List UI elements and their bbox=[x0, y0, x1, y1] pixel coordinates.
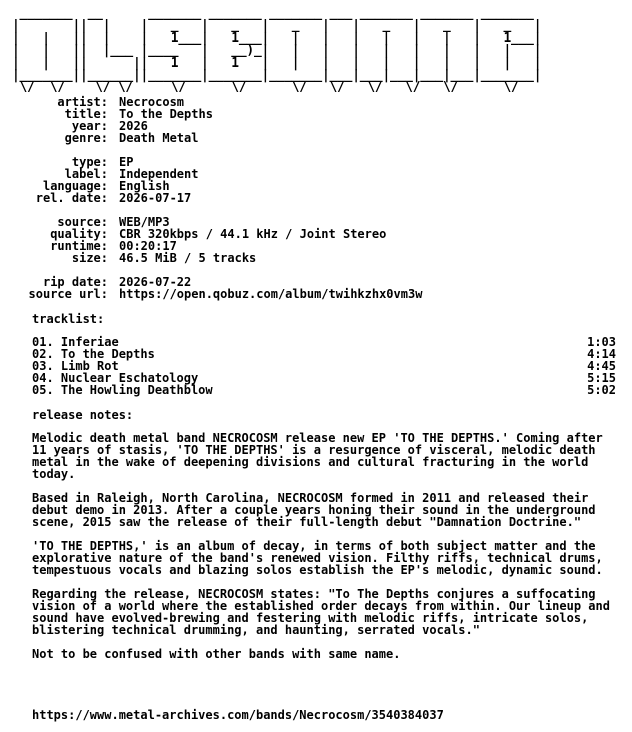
meta-key: source: bbox=[57, 215, 108, 229]
meta-value: 2026 bbox=[119, 119, 148, 133]
meta-key: language: bbox=[42, 179, 108, 193]
track-name: 02. To the Depths bbox=[32, 347, 155, 361]
meta-key: title: bbox=[64, 107, 108, 121]
meta-value: Necrocosm bbox=[119, 95, 185, 109]
tracklist-heading: tracklist: bbox=[32, 312, 105, 326]
meta-value: Independent bbox=[119, 167, 199, 181]
track-name: 04. Nuclear Eschatology bbox=[32, 371, 199, 385]
meta-key: label: bbox=[64, 167, 108, 181]
meta-key: size: bbox=[71, 251, 108, 265]
meta-key: source url: bbox=[28, 287, 108, 301]
meta-value: CBR 320kbps / 44.1 kHz / Joint Stereo bbox=[119, 227, 387, 241]
tracklist bbox=[32, 336, 616, 396]
track-name: 01. Inferiae bbox=[32, 335, 119, 349]
meta-value: EP bbox=[119, 155, 134, 169]
meta-key: type: bbox=[71, 155, 108, 169]
track-time: 4:45 bbox=[587, 359, 616, 373]
notes-paragraph: Regarding the release, NECROCOSM states: "To The Depths conjures a suffocating vision of a world where the established order decays from within. Our lineup and sound have evolved-brewing and festering with melodic riffs, intricate solos, blistering technical drumming, and haunting, serrated vocals." bbox=[32, 587, 610, 637]
track-name: 03. Limb Rot bbox=[32, 359, 119, 373]
meta-value: 46.5 MiB / 5 tracks bbox=[119, 251, 257, 265]
meta-size bbox=[16, 252, 422, 264]
track-name: 05. The Howling Deathblow bbox=[32, 383, 213, 397]
meta-value: English bbox=[119, 179, 170, 193]
track-time: 1:03 bbox=[587, 335, 616, 349]
notes-paragraph: Based in Raleigh, North Carolina, NECROCOSM formed in 2011 and released their debut demo in 2013. After a couple years honing their sound in the underground scene, 2015 saw the release of their full-length debut "Damnation Doctrine." bbox=[32, 491, 596, 529]
release-notes-heading: release notes: bbox=[32, 408, 134, 422]
track-time: 5:02 bbox=[587, 383, 616, 397]
source-url-link: https://open.qobuz.com/album/twihkzhx0vm3w bbox=[119, 287, 423, 301]
meta-rel-date bbox=[16, 192, 422, 204]
notes-paragraph: Not to be confused with other bands with same name. bbox=[32, 647, 401, 661]
track-time: 5:15 bbox=[587, 371, 616, 385]
meta-key: rel. date: bbox=[35, 191, 108, 205]
notes-paragraph: Melodic death metal band NECROCOSM release new EP 'TO THE DEPTHS.' Coming after 11 years of stasis, 'TO THE DEPTHS' is a resurgence of visceral, melodic death metal in the wake of deepening divisions and cultural fracturing in the world today. bbox=[32, 431, 603, 481]
meta-key: artist: bbox=[57, 95, 108, 109]
meta-value: 00:20:17 bbox=[119, 239, 177, 253]
meta-value: WEB/MP3 bbox=[119, 215, 170, 229]
meta-genre bbox=[16, 132, 422, 144]
meta-key: runtime: bbox=[50, 239, 108, 253]
track-row bbox=[32, 348, 616, 360]
track-row bbox=[32, 384, 616, 396]
notes-paragraph: 'TO THE DEPTHS,' is an album of decay, in terms of both subject matter and the explorative nature of the band's renewed vision. Filthy riffs, technical drums, tempestuous vocals and blazing solos establish the EP's melodic, dynamic sound. bbox=[32, 539, 603, 577]
metadata-block bbox=[16, 96, 422, 300]
meta-value: Death Metal bbox=[119, 131, 199, 145]
meta-key: year: bbox=[71, 119, 108, 133]
meta-key: rip date: bbox=[42, 275, 108, 289]
meta-value: To the Depths bbox=[119, 107, 213, 121]
meta-value: 2026-07-17 bbox=[119, 191, 192, 205]
meta-key: quality: bbox=[50, 227, 108, 241]
release-notes bbox=[32, 432, 622, 672]
track-time: 4:14 bbox=[587, 347, 616, 361]
meta-key: genre: bbox=[64, 131, 108, 145]
ascii-logo: _______ __ _______ _______ _______ ___ _______ _______ _______ | || | | _ | _ | _ | | _ | _ | _ | | | || | | 1___| 1___| | | | | | | | 1___| | | || |___ |____ | __)_| | | | | | | | | | | | || || 1 | 1 | | | | | | | | | | |_______||______||_______|_______|_______|___|___|___|___|___|_______| \/ \/ \/ \/ \/ \/ \/ \/ \/ \/ \/ \/ bbox=[12, 6, 542, 96]
meta-value: 2026-07-22 bbox=[119, 275, 192, 289]
meta-source-url bbox=[16, 288, 422, 300]
metal-archives-link: https://www.metal-archives.com/bands/Necrocosm/3540384037 bbox=[32, 708, 444, 722]
